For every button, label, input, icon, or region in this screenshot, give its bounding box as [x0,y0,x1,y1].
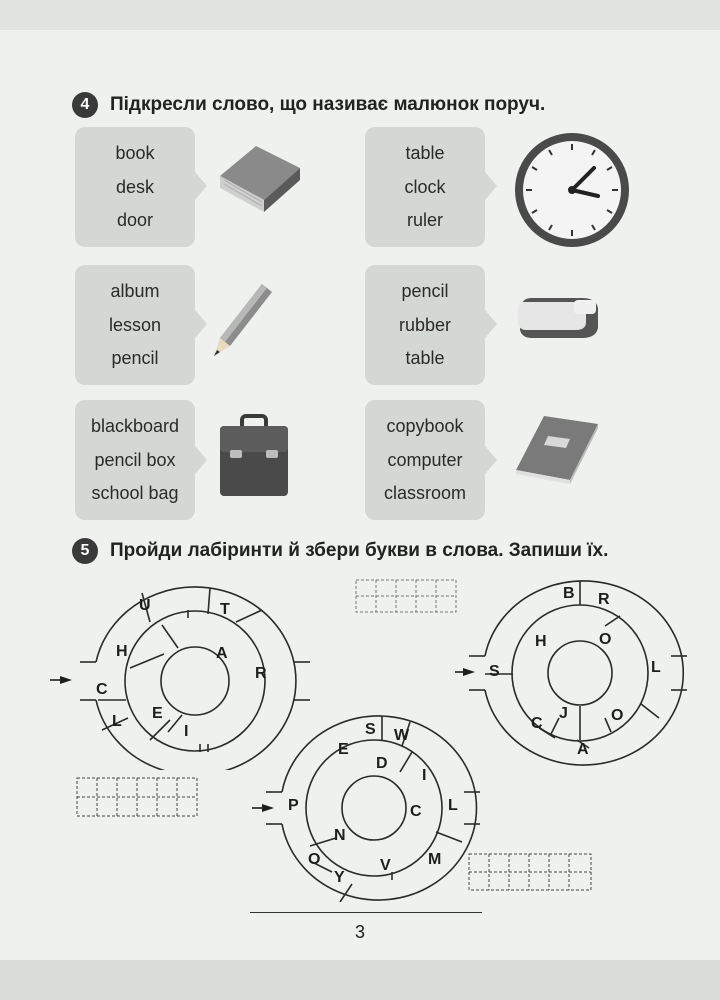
word-group-6 [365,400,485,520]
maze-2-letter: A [577,741,589,758]
maze-2-letter: C [531,715,543,732]
maze-2-letter: S [489,663,500,680]
word-option[interactable]: clock [404,176,446,197]
word-option[interactable]: pencil box [94,449,176,470]
maze-2-letter: H [535,633,547,650]
task-4-instruction: Підкресли слово, що називає малюнок поруч. [110,94,546,115]
word-option[interactable]: school bag [91,482,179,503]
arrow-shape [485,172,497,200]
maze-3 [252,712,482,902]
book-icon [212,138,304,218]
scan-margin [0,960,720,1000]
arrow-shape [195,446,207,474]
maze-1-letter: A [216,645,228,662]
word-option[interactable]: classroom [383,482,467,503]
maze-3-letter: P [288,797,299,814]
maze-1-letter: L [112,713,122,730]
maze-2-letter: R [598,591,610,608]
copybook-icon [508,410,604,486]
maze-1-letter: T [220,601,230,618]
word-option[interactable]: book [115,143,155,164]
maze-3-letter: Y [334,869,345,886]
maze-2-letter: J [559,705,568,722]
maze-1-letter: R [255,665,267,682]
task-5-heading [72,538,608,564]
answer-grid-3[interactable] [468,853,592,891]
word-option[interactable]: pencil [401,281,449,302]
task-5-number: 5 [72,538,98,564]
maze-3-letter: N [334,827,346,844]
maze-1-letter: H [116,643,128,660]
maze-3-letter: O [308,851,321,868]
word-option[interactable]: ruler [406,209,443,230]
maze-3-letter: V [380,857,391,874]
maze-3-letter: E [338,741,349,758]
word-option[interactable]: rubber [398,314,452,335]
maze-3-letter: L [448,797,458,814]
arrow-shape [485,446,497,474]
word-group-3 [75,265,195,385]
word-option[interactable]: lesson [108,314,162,335]
word-option[interactable]: album [110,281,160,302]
word-option[interactable]: door [116,209,154,230]
maze-3-letter: M [428,851,442,868]
task-4-heading [72,92,545,118]
maze-2-letter: B [563,585,575,602]
task-5-instruction: Пройди лабіринти й збери букви в слова. Запиши їх. [110,540,609,561]
page-number: 3 [354,922,365,942]
answer-grid-1[interactable] [76,777,198,817]
word-option[interactable]: table [405,347,445,368]
maze-3-letter: I [422,767,427,784]
maze-2-letter: O [599,631,612,648]
maze-1-letter: C [96,681,108,698]
maze-3-letter: W [394,727,410,744]
pencil-icon [208,280,278,360]
word-option[interactable]: table [405,143,445,164]
word-option[interactable]: blackboard [90,416,180,437]
maze-1-letter: I [184,723,189,740]
word-group-1 [75,127,195,247]
maze-3-letter: C [410,803,422,820]
maze-1-letter: E [152,705,163,722]
arrow-shape [485,310,497,338]
word-group-2 [365,127,485,247]
answer-grid-2[interactable] [355,579,457,613]
maze-2-letter: O [611,707,624,724]
maze-1-letter: U [139,597,151,614]
word-option[interactable]: copybook [386,416,464,437]
arrow-shape [195,310,207,338]
task-4-number: 4 [72,92,98,118]
school-bag-icon [216,412,292,498]
clock-icon [512,130,632,250]
maze-3-letter: D [376,755,388,772]
maze-3-letter: S [365,721,376,738]
word-group-4 [365,265,485,385]
maze-2-letter: L [651,659,661,676]
maze-2 [455,578,690,768]
word-option[interactable]: computer [387,449,463,470]
word-option[interactable]: desk [115,176,155,197]
arrow-shape [195,172,207,200]
word-option[interactable]: pencil [111,347,159,368]
footer-rule [250,912,482,913]
rubber-icon [512,292,608,344]
word-group-5 [75,400,195,520]
